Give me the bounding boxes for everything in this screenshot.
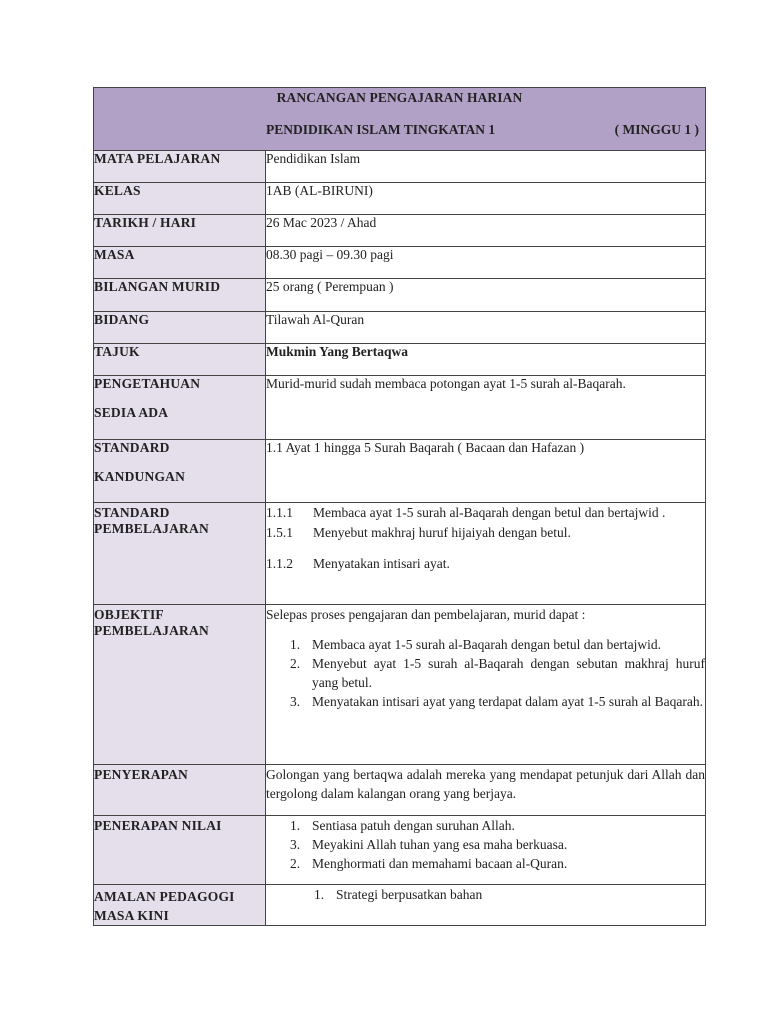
table-row xyxy=(94,503,706,605)
row-label xyxy=(94,376,266,440)
list-item xyxy=(266,692,705,711)
row-value xyxy=(266,503,706,605)
item-text: Sentiasa patuh dengan suruhan Allah. xyxy=(312,818,515,833)
row-value xyxy=(266,605,706,765)
item-text: Menyebut makhraj huruf hijaiyah dengan betul. xyxy=(313,525,571,540)
item-text: Menyatakan intisari ayat. xyxy=(313,556,450,571)
item-number: 1. xyxy=(314,887,325,902)
item-text: Membaca ayat 1-5 surah al-Baqarah dengan betul dan bertajwid. xyxy=(312,637,661,652)
row-value xyxy=(266,816,706,885)
item-text: Menyatakan intisari ayat yang terdapat dalam ayat 1-5 surah al Baqarah. xyxy=(312,694,703,709)
row-value: 08.30 pagi – 09.30 pagi xyxy=(266,247,706,279)
item-number: 2. xyxy=(290,856,301,871)
row-label: PENYERAPAN xyxy=(94,765,266,816)
table-row xyxy=(94,344,706,376)
list-item xyxy=(266,854,705,873)
list-item xyxy=(266,816,705,835)
row-label: BIDANG xyxy=(94,312,266,344)
table-row xyxy=(94,376,706,440)
list-item xyxy=(266,654,705,692)
row-value: Tilawah Al-Quran xyxy=(266,312,706,344)
table-row xyxy=(94,765,706,816)
item-number: 1.1.2 xyxy=(266,556,293,571)
row-label: MASA xyxy=(94,247,266,279)
lesson-plan-table xyxy=(93,87,706,926)
list-item xyxy=(266,835,705,854)
row-label-line: SEDIA ADA xyxy=(94,405,169,420)
row-value: Murid-murid sudah membaca potongan ayat 1-5 surah al-Baqarah. xyxy=(266,376,706,440)
objective-intro: Selepas proses pengajaran dan pembelajaran, murid dapat : xyxy=(266,607,586,622)
row-label-line: STANDARD xyxy=(94,440,170,455)
row-label-line: MASA KINI xyxy=(94,908,169,923)
item-number: 1.1.1 xyxy=(266,505,293,520)
row-value xyxy=(266,885,706,926)
item-text: Meyakini Allah tuhan yang esa maha berkuasa. xyxy=(312,837,568,852)
row-label-line: STANDARD xyxy=(94,505,170,520)
row-label: KELAS xyxy=(94,183,266,215)
list-item xyxy=(266,523,705,542)
row-label xyxy=(94,503,266,605)
item-text: Membaca ayat 1-5 surah al-Baqarah dengan betul dan bertajwid . xyxy=(313,505,666,520)
row-label: BILANGAN MURID xyxy=(94,279,266,312)
row-label xyxy=(94,605,266,765)
table-row xyxy=(94,215,706,247)
row-label xyxy=(94,885,266,926)
item-number: 3. xyxy=(290,837,301,852)
row-label: PENERAPAN NILAI xyxy=(94,816,266,885)
row-value: 1.1 Ayat 1 hingga 5 Surah Baqarah ( Bacaan dan Hafazan ) xyxy=(266,440,706,503)
row-label-line: OBJEKTIF xyxy=(94,607,164,622)
item-number: 1. xyxy=(290,818,301,833)
row-label-line: PEMBELAJARAN xyxy=(94,623,209,638)
row-label: TAJUK xyxy=(94,344,266,376)
row-label-line: AMALAN PEDAGOGI xyxy=(94,889,235,904)
table-row xyxy=(94,151,706,183)
row-label-line: KANDUNGAN xyxy=(94,469,186,484)
table-row xyxy=(94,605,706,765)
item-text: Menghormati dan memahami bacaan al-Quran. xyxy=(312,856,568,871)
table-row xyxy=(94,312,706,344)
item-text: Strategi berpusatkan bahan xyxy=(336,887,483,902)
list-item xyxy=(266,554,705,573)
table-row xyxy=(94,885,706,926)
row-label xyxy=(94,440,266,503)
item-number: 1.5.1 xyxy=(266,525,293,540)
table-row xyxy=(94,279,706,312)
row-value: Mukmin Yang Bertaqwa xyxy=(266,344,706,376)
row-label-line: PENGETAHUAN xyxy=(94,376,201,391)
list-item xyxy=(266,885,705,904)
list-item xyxy=(266,503,705,522)
row-value: 1AB (AL-BIRUNI) xyxy=(266,183,706,215)
table-header xyxy=(94,88,706,151)
week-label: ( MINGGU 1 ) xyxy=(614,122,699,137)
table-row xyxy=(94,247,706,279)
table-row xyxy=(94,183,706,215)
row-value: 25 orang ( Perempuan ) xyxy=(266,279,706,312)
document-subtitle: PENDIDIKAN ISLAM TINGKATAN 1 xyxy=(266,122,496,137)
list-item xyxy=(266,635,705,654)
table-row xyxy=(94,816,706,885)
row-label-line: PEMBELAJARAN xyxy=(94,521,209,536)
item-number: 1. xyxy=(290,637,301,652)
document-title: RANCANGAN PENGAJARAN HARIAN xyxy=(276,90,523,105)
item-number: 2. xyxy=(290,656,301,671)
table-row xyxy=(94,440,706,503)
row-value: Pendidikan Islam xyxy=(266,151,706,183)
row-value: 26 Mac 2023 / Ahad xyxy=(266,215,706,247)
item-text: Menyebut ayat 1-5 surah al-Baqarah dengan sebutan makhraj huruf yang betul. xyxy=(312,656,705,690)
item-number: 3. xyxy=(290,694,301,709)
row-label: MATA PELAJARAN xyxy=(94,151,266,183)
row-value: Golongan yang bertaqwa adalah mereka yang mendapat petunjuk dari Allah dan tergolong dalam kalangan orang yang berjaya. xyxy=(266,765,706,816)
row-label: TARIKH / HARI xyxy=(94,215,266,247)
